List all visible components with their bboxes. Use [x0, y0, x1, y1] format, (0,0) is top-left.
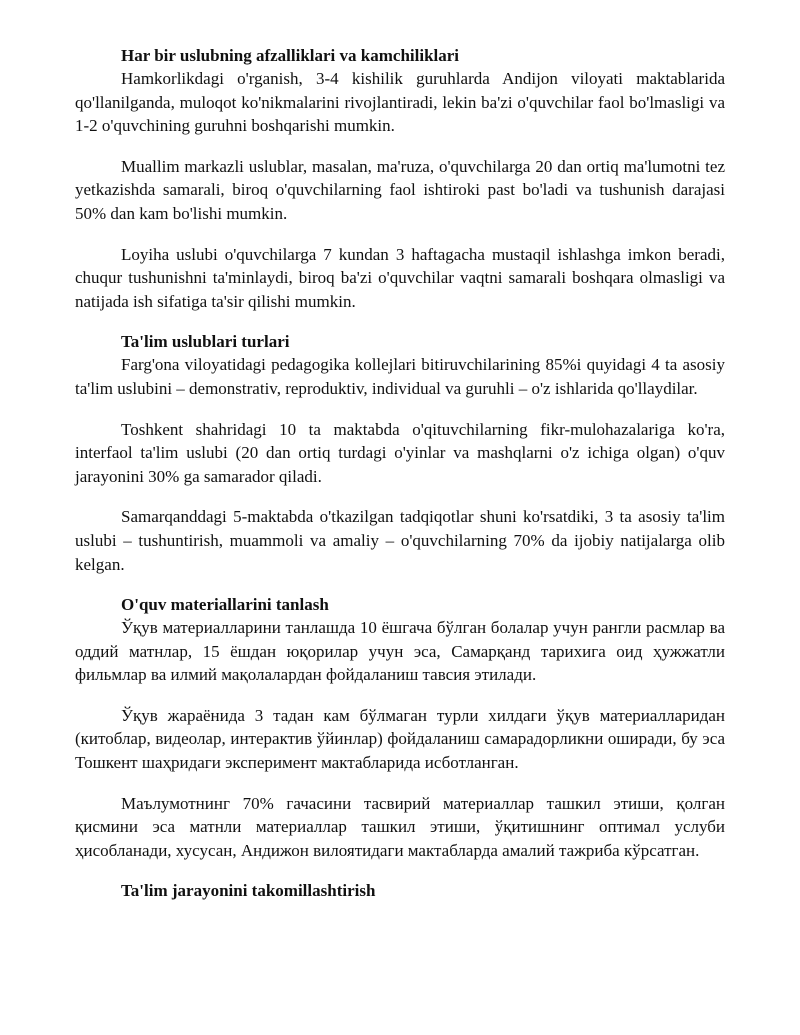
paragraph: Hamkorlikdagi o'rganish, 3-4 kishilik guruhlarda Andijon viloyati maktablarida qo'llanilganda, muloqot ko'nikmalarini rivojlantiradi, lekin ba'zi o'quvchilar faol bo'lmasligi va 1-2 o'quvchining guruhni boshqarishi mumkin. [75, 69, 725, 136]
section-heading: Har bir uslubning afzalliklari va kamchiliklari [121, 46, 460, 65]
paragraph: Маълумотнинг 70% гачасини тасвирий материаллар ташкил этиши, қолган қисмини эса матнли материаллар ташкил этиши, ўқитишнинг оптимал услуби ҳисобланади, хусусан, Андижон вилоятидаги мактабларда амалий тажриба кўрсатган. [75, 793, 725, 860]
paragraph: Samarqanddagi 5-maktabda o'tkazilgan tadqiqotlar shuni ko'rsatdiki, 3 ta asosiy ta'lim uslubi – tushuntirish, muammoli va amaliy – o'quvchilarning 70% da ijobiy natijalarga olib kelgan. [75, 507, 725, 574]
section-materials [75, 593, 725, 862]
paragraph: Ўқув жараёнида 3 тадан кам бўлмаган турли хилдаги ўқув материалларидан (китоблар, видеолар, интерактив ўйинлар) фойдаланиш самарадорликни оширади, бу эса Тошкент шаҳридаги эксперимент мактабларида исботланган. [75, 705, 725, 773]
paragraph: Toshkent shahridagi 10 ta maktabda o'qituvchilarning fikr-mulohazalariga ko'ra, interfaol ta'lim uslubi (20 dan ortiq turdagi o'yinlar va mashqlarni o'z ichiga olgan) o'quv jarayonini 30% ga samarador qiladi. [75, 419, 725, 486]
section-heading: Ta'lim jarayonini takomillashtirish [121, 881, 376, 901]
section-heading: O'quv materiallarini tanlash [121, 595, 329, 615]
section-advantages [75, 44, 725, 313]
section-heading: Ta'lim uslublari turlari [121, 332, 290, 352]
section-method-types [75, 330, 725, 576]
paragraph: Muallim markazli uslublar, masalan, ma'ruza, o'quvchilarga 20 dan ortiq ma'lumotni tez yetkazishda samarali, biroq o'quvchilarning faol ishtiroki past bo'ladi va tushunish darajasi 50% dan kam bo'lishi mumkin. [75, 156, 725, 223]
section-improvement [75, 879, 725, 902]
paragraph: Farg'ona viloyatidagi pedagogika kollejlari bitiruvchilarining 85%i quyidagi 4 ta asosiy ta'lim uslubini – demonstrativ, reproduktiv, individual va guruhli – o'z ishlarida qo'llaydilar. [75, 355, 725, 398]
paragraph: Loyiha uslubi o'quvchilarga 7 kundan 3 haftagacha mustaqil ishlashga imkon beradi, chuqur tushunishni ta'minlaydi, biroq ba'zi o'quvchilar vaqtni samarali boshqara olmasligi va natijada ish sifatiga ta'sir qilishi mumkin. [75, 244, 725, 311]
paragraph: Ўқув материалларини танлашда 10 ёшгача бўлган болалар учун рангли расмлар ва оддий матнлар, 15 ёшдан юқорилар учун эса, Самарқанд тарихига оид ҳужжатли фильмлар ва илмий мақолалардан фойдаланиш тавсия этилади. [75, 618, 725, 685]
